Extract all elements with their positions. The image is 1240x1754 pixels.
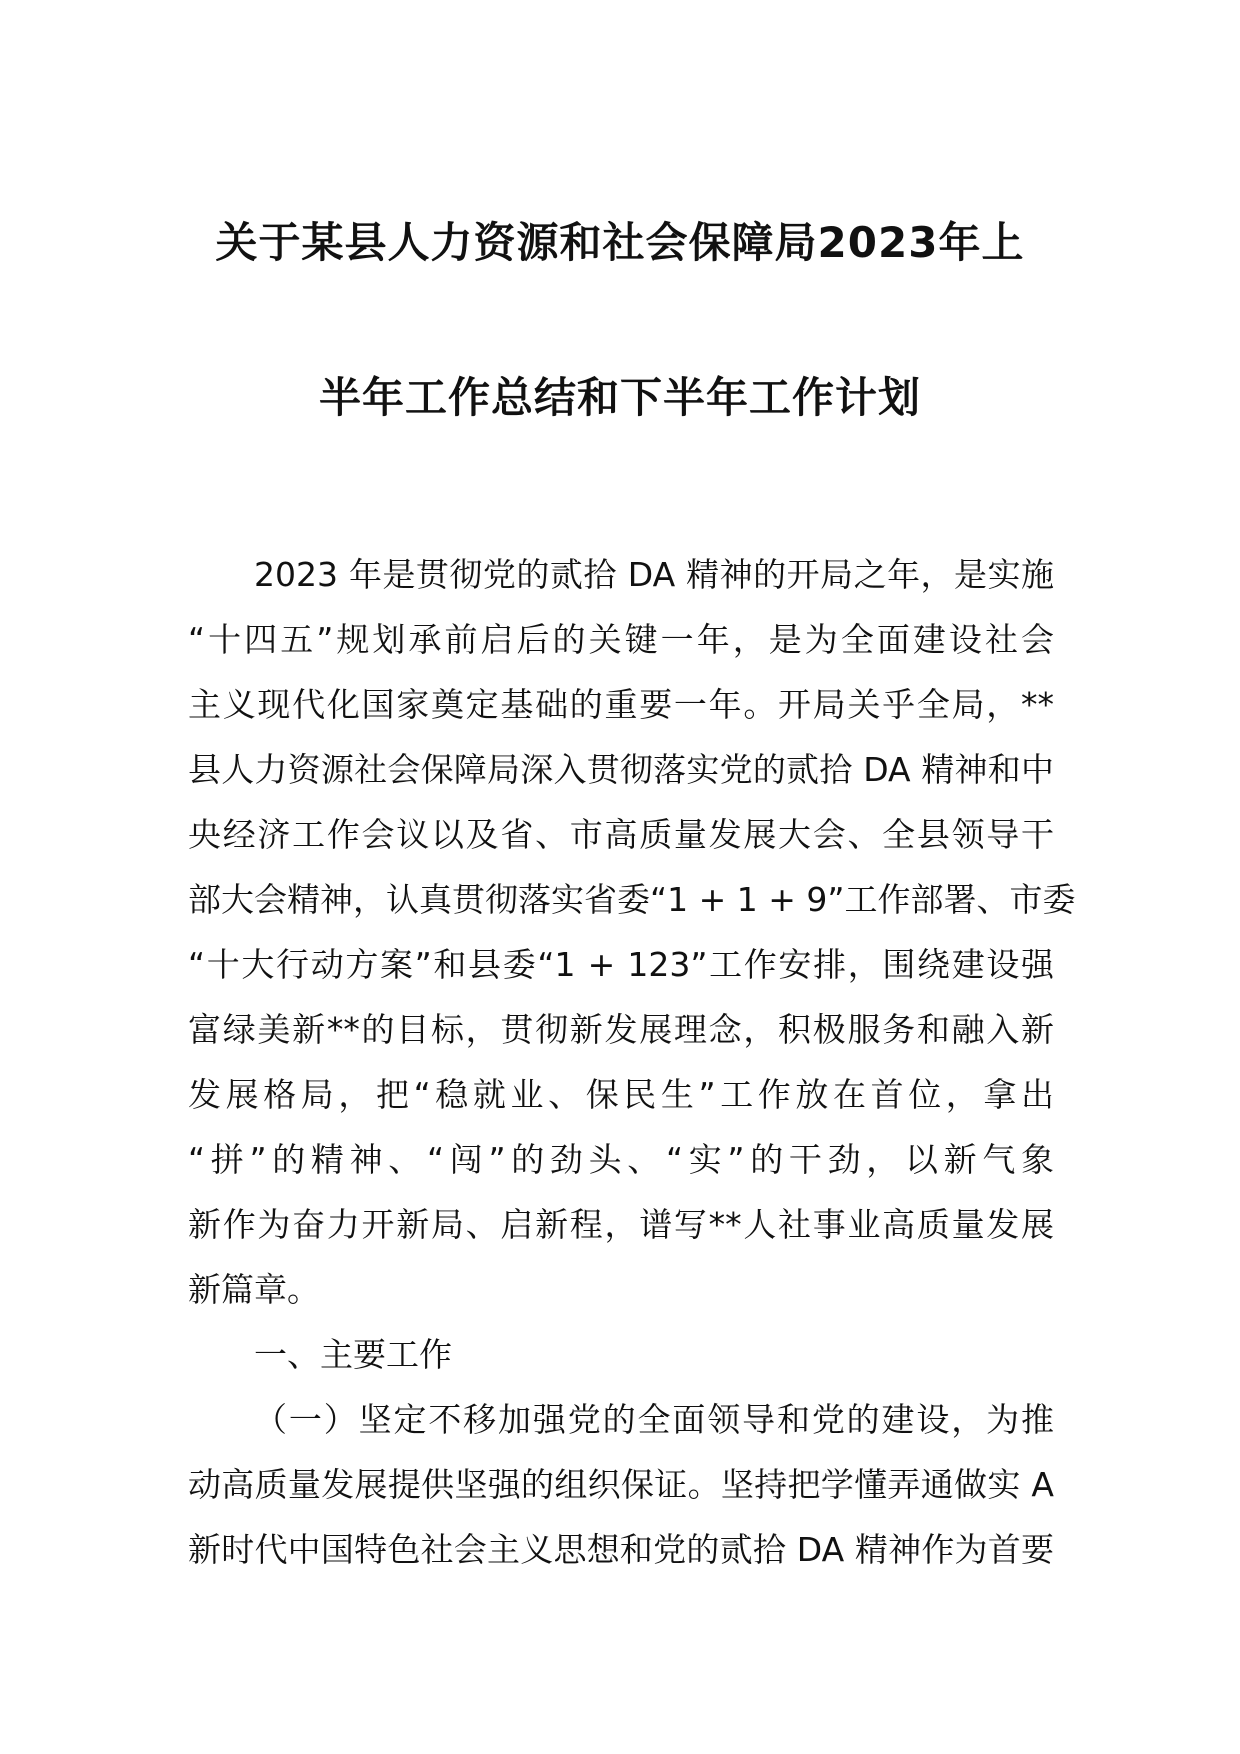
- paragraph-line: 县人力资源社会保障局深入贯彻落实党的贰拾 DA 精神和中: [188, 750, 1054, 789]
- paragraph-line: 新篇章。: [188, 1270, 320, 1309]
- section-heading-text: 一、主要工作: [254, 1335, 452, 1374]
- paragraph-line: “拼”的精神、“闯”的劲头、“实”的干劲，以新气象: [188, 1140, 1054, 1179]
- section-paragraph: [188, 1387, 1054, 1582]
- paragraph-line: （一）坚定不移加强党的全面领导和党的建设，为推: [254, 1400, 1054, 1439]
- paragraph-line: “十四五”规划承前启后的关键一年，是为全面建设社会: [188, 620, 1054, 659]
- paragraph-line: “十大行动方案”和县委“1 + 123”工作安排，围绕建设强: [188, 945, 1054, 984]
- paragraph-line: 动高质量发展提供坚强的组织保证。坚持把学懂弄通做实 A: [188, 1465, 1054, 1504]
- paragraph-line: 发展格局，把“稳就业、保民生”工作放在首位，拿出: [188, 1075, 1054, 1114]
- paragraph-line: 新作为奋力开新局、启新程，谱写**人社事业高质量发展: [188, 1205, 1054, 1244]
- document-title-line-1: 关于某县人力资源和社会保障局2023年上: [215, 218, 1025, 267]
- paragraph-line: 2023 年是贯彻党的贰拾 DA 精神的开局之年，是实施: [254, 555, 1054, 594]
- intro-paragraph: [188, 542, 1076, 1322]
- paragraph-line: 新时代中国特色社会主义思想和党的贰拾 DA 精神作为首要: [188, 1530, 1054, 1569]
- paragraph-line: 央经济工作会议以及省、市高质量发展大会、全县领导干: [188, 815, 1054, 854]
- paragraph-line: 部大会精神，认真贯彻落实省委“1 + 1 + 9”工作部署、市委: [188, 880, 1076, 919]
- paragraph-line: 富绿美新**的目标，贯彻新发展理念，积极服务和融入新: [188, 1010, 1054, 1049]
- document-title-line-2: 半年工作总结和下半年工作计划: [318, 373, 921, 422]
- section-heading: [188, 1322, 1054, 1387]
- paragraph-line: 主义现代化国家奠定基础的重要一年。开局关乎全局，**: [188, 685, 1054, 724]
